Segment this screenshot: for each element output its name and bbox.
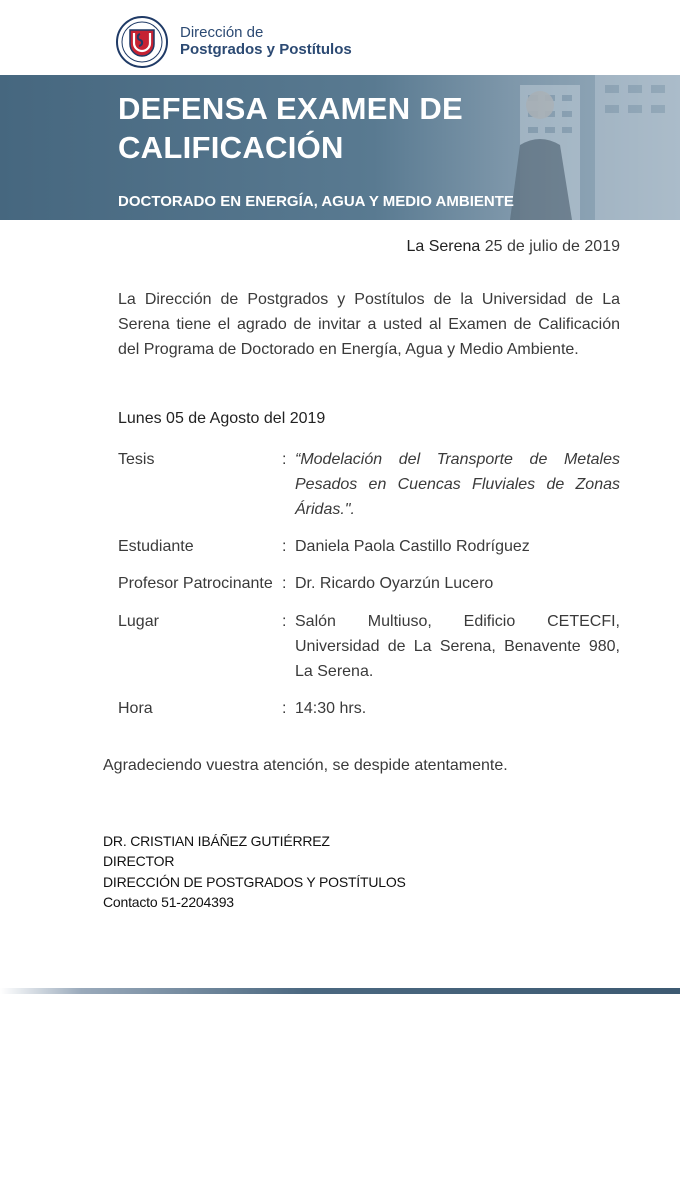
logo-line2: Postgrados y Postítulos xyxy=(180,41,352,58)
header-logo xyxy=(116,14,356,70)
detail-colon: : xyxy=(282,451,287,468)
detail-value: Salón Multiuso, Edificio CETECFI, Universidad de La Serena, Benavente 980, La Serena. xyxy=(295,613,620,680)
detail-label: Lugar xyxy=(118,613,159,630)
detail-colon: : xyxy=(282,700,287,717)
detail-colon: : xyxy=(282,613,287,630)
intro-paragraph: La Dirección de Postgrados y Postítulos de la Universidad de La Serena tiene el agrado de invitar a usted al Examen de Calificación del Programa de Doctorado en Energía, Agua y Medio Ambiente. xyxy=(118,291,620,358)
detail-value: “Modelación del Transporte de Metales Pesados en Cuencas Fluviales de Zonas Áridas.". xyxy=(295,451,620,518)
signature-office: DIRECCIÓN DE POSTGRADOS Y POSTÍTULOS xyxy=(103,874,406,890)
closing-line: Agradeciendo vuestra atención, se despide atentamente. xyxy=(103,757,508,774)
event-date: Lunes 05 de Agosto del 2019 xyxy=(118,410,326,427)
logo-line1: Dirección de xyxy=(180,24,264,41)
banner-title xyxy=(118,89,463,167)
detail-value: Daniela Paola Castillo Rodríguez xyxy=(295,538,530,555)
banner-subtitle: DOCTORADO EN ENERGÍA, AGUA Y MEDIO AMBIENTE xyxy=(118,193,514,210)
university-seal-icon xyxy=(116,16,168,68)
letter-date xyxy=(406,238,620,256)
detail-label: Hora xyxy=(118,700,153,717)
detail-value: Dr. Ricardo Oyarzún Lucero xyxy=(295,575,494,592)
signature-contact: Contacto 51-2204393 xyxy=(103,894,234,910)
detail-label: Tesis xyxy=(118,451,155,468)
detail-value: 14:30 hrs. xyxy=(295,700,367,717)
letter-city: La Serena xyxy=(406,238,481,255)
banner-title-line2: CALIFICACIÓN xyxy=(118,130,344,165)
footer-divider xyxy=(0,988,680,994)
detail-colon: : xyxy=(282,575,287,592)
signature-role: DIRECTOR xyxy=(103,853,175,869)
signature-name: DR. CRISTIAN IBÁÑEZ GUTIÉRREZ xyxy=(103,833,330,849)
detail-colon: : xyxy=(282,538,287,555)
letter-date-text: 25 de julio de 2019 xyxy=(484,238,620,255)
detail-label: Profesor Patrocinante xyxy=(118,575,273,592)
title-banner xyxy=(0,75,680,220)
detail-label: Estudiante xyxy=(118,538,194,555)
building-illustration xyxy=(500,75,680,220)
banner-title-line1: DEFENSA EXAMEN DE xyxy=(118,91,463,126)
